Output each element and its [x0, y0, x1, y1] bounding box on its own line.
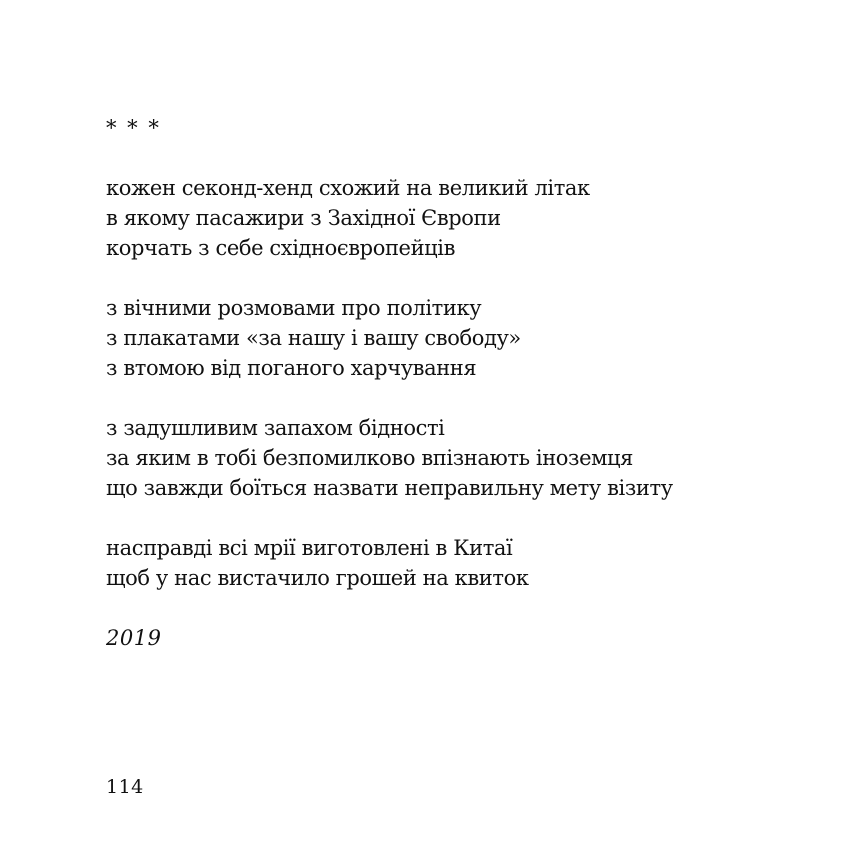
poem-line: щоб у нас вистачило грошей на квиток	[106, 566, 529, 590]
poem-line: кожен секонд-хенд схожий на великий літак	[106, 176, 590, 200]
stanza-1	[106, 173, 806, 263]
stanza-2	[106, 293, 806, 383]
poem-date: 2019	[106, 626, 162, 650]
poem-line: в якому пасажири з Західної Європи	[106, 206, 501, 230]
poem-line: з вічними розмовами про політику	[106, 296, 482, 320]
stanza-3	[106, 413, 806, 503]
poem-line: корчать з себе східноєвропейців	[106, 236, 456, 260]
poem-line: з задушливим запахом бідності	[106, 416, 445, 440]
poem-line: за яким в тобі безпомилково впізнають іноземця	[106, 446, 634, 470]
poem-line: що завжди боїться назвати неправильну мету візиту	[106, 476, 673, 500]
poem-line: з втомою від поганого харчування	[106, 356, 477, 380]
poem	[106, 113, 806, 653]
poem-line: насправді всі мрії виготовлені в Китаї	[106, 536, 513, 560]
page-number: 114	[106, 776, 144, 798]
stanza-4	[106, 533, 806, 593]
poem-title: * * *	[106, 116, 161, 140]
poem-line: з плакатами «за нашу і вашу свободу»	[106, 326, 521, 350]
